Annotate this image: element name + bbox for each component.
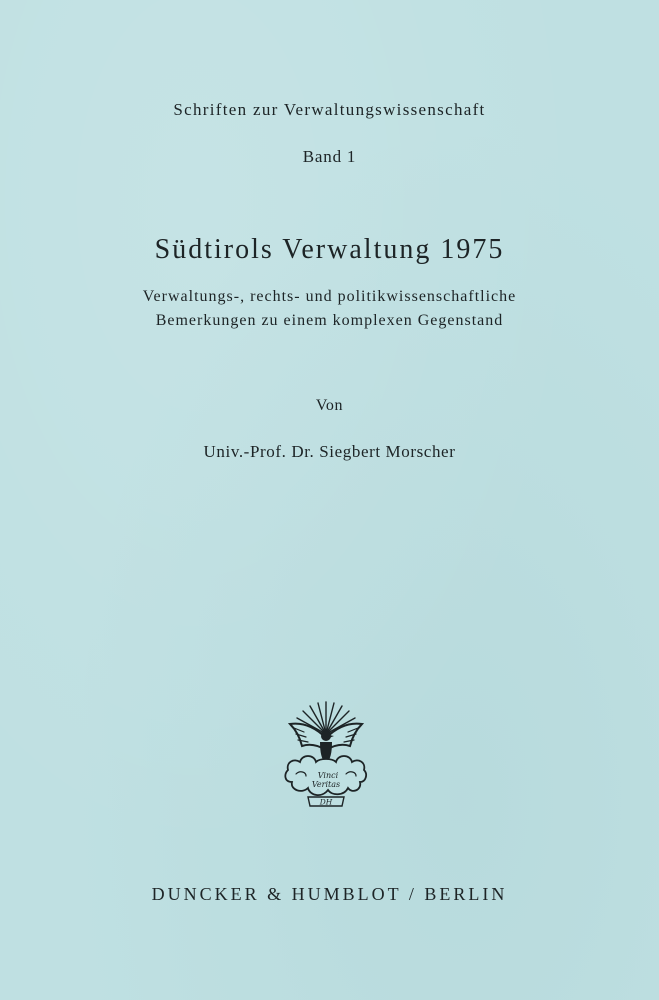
emblem-monogram: DH	[319, 797, 333, 807]
author-name: Univ.-Prof. Dr. Siegbert Morscher	[203, 442, 456, 461]
publisher-name: DUNCKER & HUMBLOT / BERLIN	[151, 884, 508, 904]
emblem-motto-line1: Vinci	[317, 771, 339, 780]
subtitle-line-1: Verwaltungs-, rechts- und politikwissenschaftliche	[142, 288, 517, 305]
emblem-motto-line2: Veritas	[311, 780, 341, 789]
eagle-emblem-icon	[282, 698, 370, 808]
subtitle-line-2: Bemerkungen zu einem komplexen Gegenstand	[155, 312, 504, 329]
publisher-emblem	[282, 698, 370, 808]
book-title: Südtirols Verwaltung 1975	[154, 234, 505, 265]
series-title: Schriften zur Verwaltungswissenschaft	[173, 100, 486, 119]
volume-number: Band 1	[302, 147, 357, 166]
by-label: Von	[315, 397, 344, 414]
